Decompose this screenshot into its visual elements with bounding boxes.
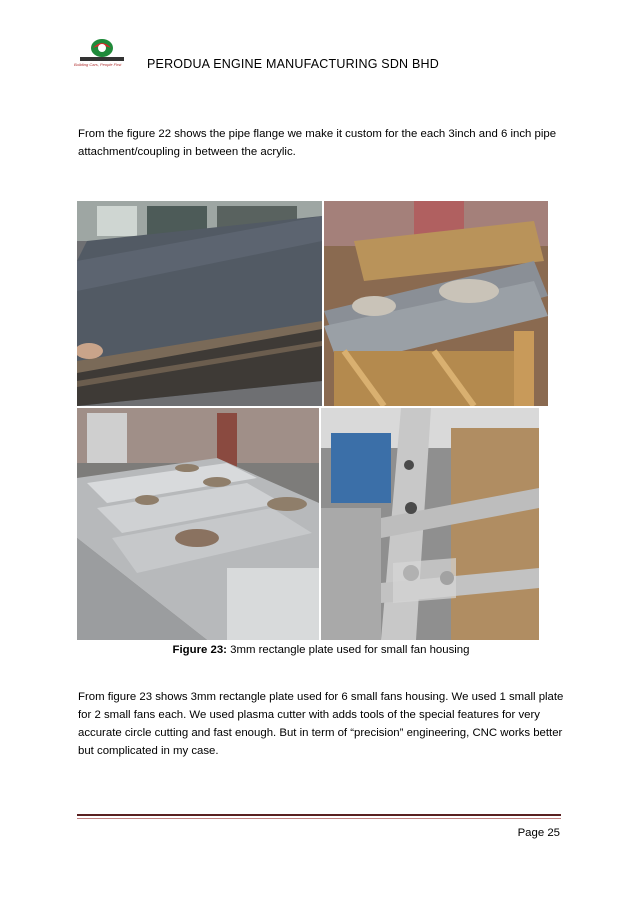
footer-rule-thin [77,818,561,819]
photo-steel-sheet-stack [77,201,322,406]
paragraph-2: From figure 23 shows 3mm rectangle plate used for 6 small fans housing. We used 1 small plate for 2 small fans each. We used plasma cutter with adds tools of the special features for very accurate circle cutting and fast enough. But in term of “precision” engineering, CNC works better but complicated in my case. [78,691,564,757]
paragraph-1: From the figure 22 shows the pipe flange we make it custom for the each 3inch and 6 inch pipe attachment/coupling in between the acrylic. [78,128,557,158]
footer-rule [77,814,561,816]
figure-caption-label: Figure 23: [172,644,227,656]
figure-caption [0,644,638,656]
logo-tagline: Building Cars, People First [74,62,122,67]
photo-frame-brackets-closeup [321,408,539,640]
header-title: PERODUA ENGINE MANUFACTURING SDN BHD [147,57,439,71]
page-number: Page 25 [517,827,560,839]
figure-caption-text: 3mm rectangle plate used for small fan housing [226,644,470,656]
photo-cut-plates-on-pallet [324,201,548,406]
photo-plates-on-aluminium-frame [77,408,319,640]
